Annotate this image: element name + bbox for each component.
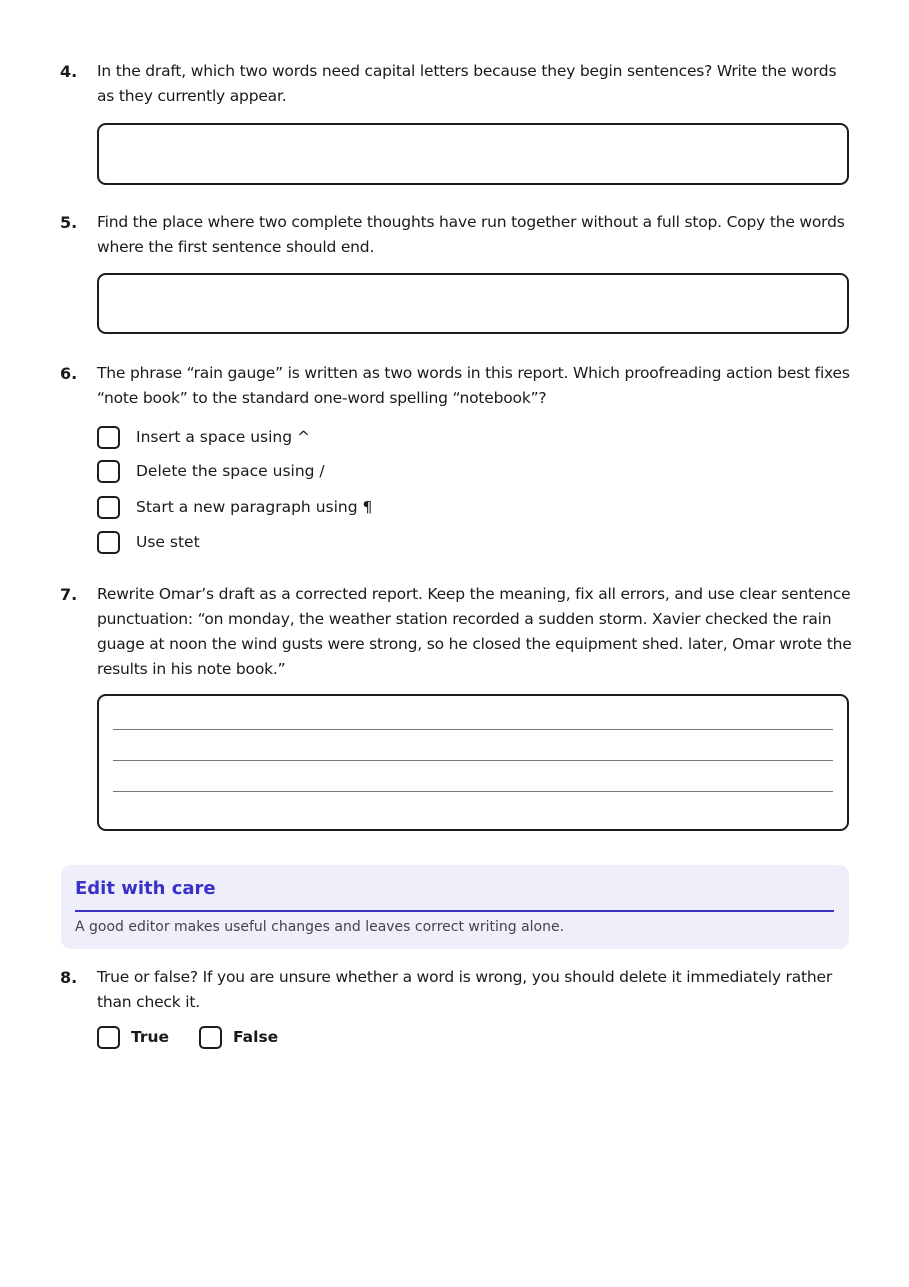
question-number: 5.	[60, 213, 78, 232]
option-label: Use stet	[136, 533, 200, 551]
option-label: False	[233, 1028, 279, 1046]
question-number: 8.	[60, 968, 78, 987]
checkbox[interactable]	[97, 426, 120, 449]
question-number: 7.	[60, 585, 78, 604]
question-text: True or false? If you are unsure whether a word is wrong, you should delete it immediately rather than check it.	[97, 968, 833, 1011]
checkbox[interactable]	[199, 1026, 222, 1049]
question-text: Rewrite Omar’s draft as a corrected report. Keep the meaning, fix all errors, and use clear sentence punctuation: “on monday, the weather station recorded a sudden storm. Xavier checked the rain guage at noon the wind gusts were strong, so he closed the equipment shed. later, Omar wrote the results in his note book.”	[97, 585, 852, 678]
question-text: In the draft, which two words need capital letters because they begin sentences? Write the words as they currently appear.	[97, 62, 837, 105]
callout-title: Edit with care	[75, 878, 216, 899]
question-text: Find the place where two complete thoughts have run together without a full stop. Copy the words where the first sentence should end.	[97, 213, 845, 256]
question-4	[60, 59, 850, 189]
writing-line	[113, 760, 833, 761]
question-number: 6.	[60, 364, 78, 383]
checkbox[interactable]	[97, 1026, 120, 1049]
option-label: Start a new paragraph using ¶	[136, 498, 373, 516]
writing-line	[113, 729, 833, 730]
checkbox[interactable]	[97, 531, 120, 554]
writing-line	[113, 791, 833, 792]
answer-box[interactable]	[97, 273, 849, 334]
option-label: Insert a space using ^	[136, 428, 310, 446]
question-6	[60, 361, 850, 561]
question-8	[60, 965, 850, 1055]
option-label: Delete the space using /	[136, 462, 325, 480]
callout-text: A good editor makes useful changes and leaves correct writing alone.	[75, 919, 565, 935]
option-label: True	[131, 1028, 170, 1046]
checkbox[interactable]	[97, 460, 120, 483]
question-7	[60, 582, 850, 834]
answer-box[interactable]	[97, 123, 849, 185]
question-number: 4.	[60, 62, 78, 81]
question-text: The phrase “rain gauge” is written as two words in this report. Which proofreading action best fixes “note book” to the standard one-word spelling “notebook”?	[97, 364, 850, 407]
checkbox[interactable]	[97, 496, 120, 519]
callout-divider	[75, 910, 834, 912]
question-5	[60, 210, 850, 340]
tip-callout	[61, 865, 849, 949]
answer-box[interactable]	[97, 694, 849, 831]
